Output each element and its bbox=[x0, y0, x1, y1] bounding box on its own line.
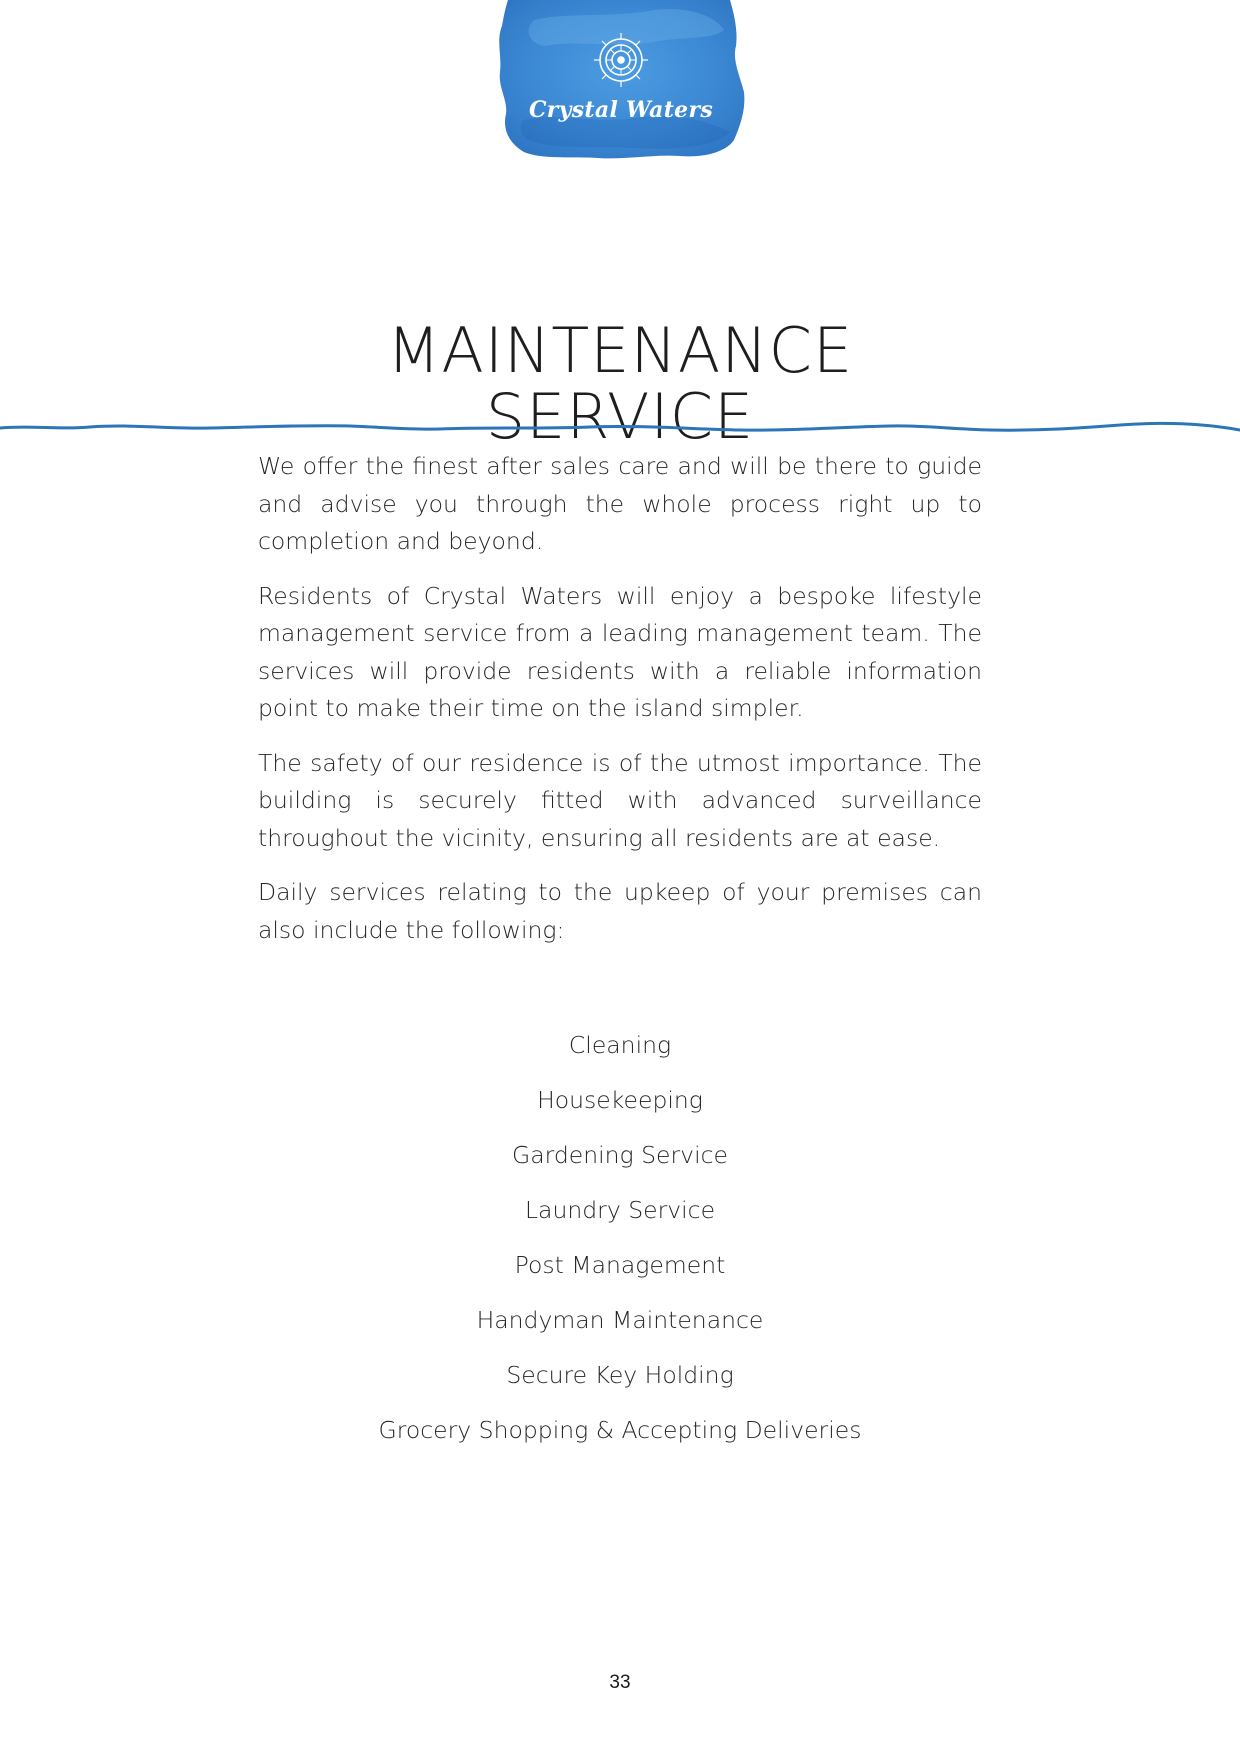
service-item-post-management: Post Management bbox=[514, 1251, 726, 1279]
logo-wordmark: Crystal Waters bbox=[528, 97, 714, 123]
page-title-line-1: MAINTENANCE bbox=[386, 313, 854, 387]
service-item-grocery-deliveries: Grocery Shopping & Accepting Deliveries bbox=[378, 1416, 862, 1444]
service-item-cleaning: Cleaning bbox=[568, 1031, 672, 1059]
intro-text bbox=[258, 448, 982, 966]
watercolor-badge bbox=[494, 0, 748, 160]
paragraph-daily-services: Daily services relating to the upkeep of your premises can also include the following: bbox=[258, 878, 982, 944]
page-number: 33 bbox=[609, 1672, 631, 1693]
service-item-handyman: Handyman Maintenance bbox=[476, 1306, 764, 1334]
service-item-key-holding: Secure Key Holding bbox=[506, 1361, 734, 1389]
service-item-laundry: Laundry Service bbox=[524, 1196, 716, 1224]
page-title-line-2: SERVICE bbox=[485, 379, 755, 453]
paragraph-safety: The safety of our residence is of the utmost importance. The building is securely fitted with advanced surveillance throughout the vicinity, ensuring all residents are at ease. bbox=[258, 748, 982, 852]
paragraph-after-sales-care: We offer the finest after sales care and will be there to guide and advise you through the whole process right up to completion and beyond. bbox=[258, 452, 982, 555]
services-list bbox=[0, 1027, 1240, 1467]
paragraph-lifestyle-management: Residents of Crystal Waters will enjoy a bespoke lifestyle management service from a leading management team. The services will provide residents with a reliable information point to make their time on the island simpler. bbox=[258, 581, 982, 722]
crystal-waters-logo bbox=[494, 0, 748, 160]
service-item-housekeeping: Housekeeping bbox=[537, 1086, 703, 1114]
service-item-gardening: Gardening Service bbox=[512, 1141, 728, 1169]
wave-divider bbox=[0, 418, 1240, 438]
